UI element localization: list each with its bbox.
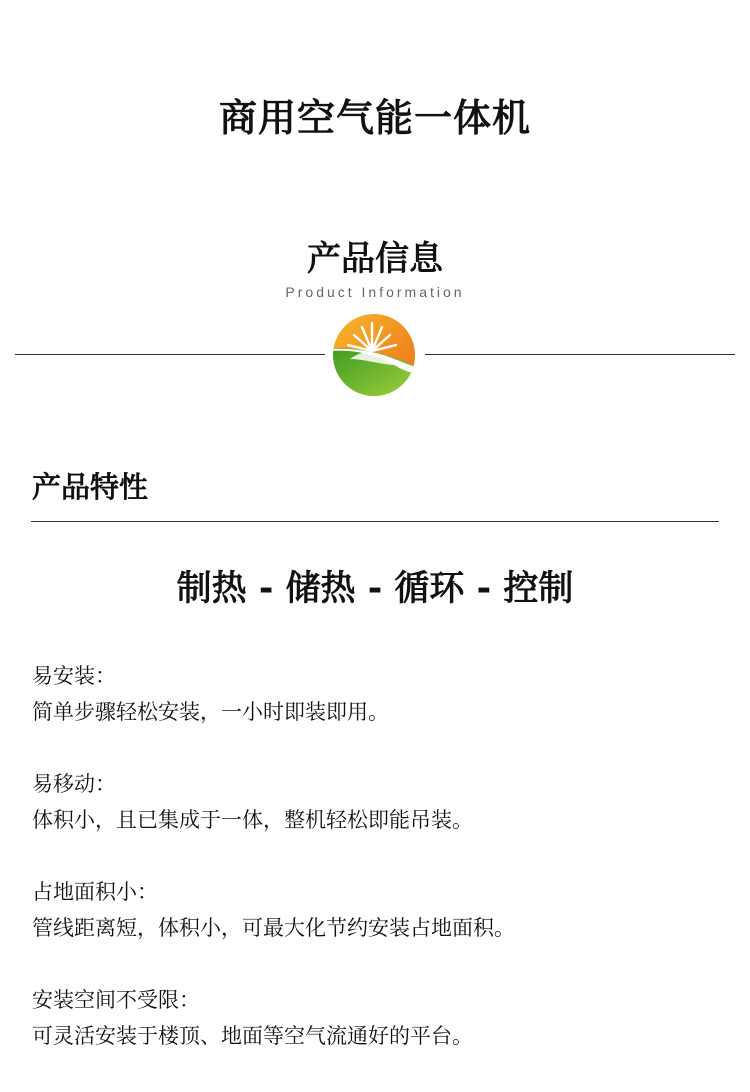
feature-desc: 可灵活安装于楼顶、地面等空气流通好的平台。 [32,1024,473,1048]
divider-left [15,354,325,355]
feature-item-small-footprint [32,874,722,946]
features-rule [31,521,719,522]
sun-landscape-logo-icon [332,313,416,397]
feature-item-flexible-space [32,982,722,1054]
feature-item-easy-move [32,766,722,838]
feature-desc: 管线距离短，体积小，可最大化节约安装占地面积。 [32,916,515,940]
feature-label: 易安装： [32,664,116,688]
feature-label: 易移动： [32,772,116,796]
product-info-title: 产品信息 [307,239,443,279]
feature-desc: 体积小，且已集成于一体，整机轻松即能吊装。 [32,808,473,832]
feature-label: 安装空间不受限： [32,988,200,1012]
divider-right [425,354,735,355]
product-info-subtitle: Product Information [285,284,465,300]
feature-desc: 简单步骤轻松安装，一小时即装即用。 [32,700,389,724]
feature-label: 占地面积小： [32,880,158,904]
main-title: 商用空气能一体机 [218,96,531,140]
feature-item-easy-install [32,658,722,730]
features-heading: 产品特性 [32,470,149,504]
features-tagline: 制热 - 储热 - 循环 - 控制 [176,569,574,609]
